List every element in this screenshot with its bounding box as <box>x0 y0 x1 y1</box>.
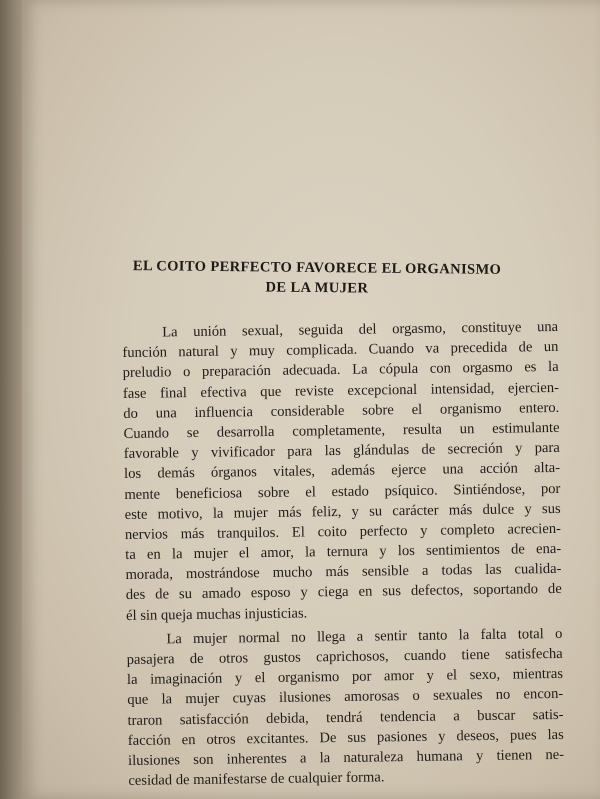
text-line: des de su amado esposo y ciega en sus defectos, soportando de <box>125 581 562 604</box>
text-line: los demás órganos vitales, además ejerce una acción alta- <box>124 460 561 483</box>
text-line: La unión sexual, seguida del orgasmo, constituye una <box>162 318 559 341</box>
text-line: Cuando se desarrolla completamente, resulta un estimulante <box>123 419 560 442</box>
body-text <box>122 317 564 791</box>
text-line: función natural y muy complicada. Cuando va precedida de un <box>122 339 559 362</box>
text-line: mente beneficiosa sobre el estado psíquico. Sintiéndose, por <box>124 480 561 503</box>
chapter-title <box>117 256 517 300</box>
text-line: morada, mostrándose mucho más sensible a todas las cualida- <box>125 561 562 584</box>
text-line: do una influencia considerable sobre el organismo entero. <box>123 399 560 422</box>
text-line: ta en la mujer el amor, la ternura y los sentimientos de ena- <box>125 540 562 564</box>
text-line: que la mujer cuyas ilusiones amorosas o sexuales no encon- <box>127 686 564 709</box>
text-line: cesidad de manifestarse de cualquier forma. <box>128 769 385 790</box>
paragraph-1 <box>122 317 562 626</box>
chapter-title-line-2: DE LA MUJER <box>265 279 369 297</box>
paragraph-2 <box>126 624 564 792</box>
text-line: este motivo, la mujer más feliz, y su carácter más dulce y sus <box>124 500 561 523</box>
text-line: facción en otros excitantes. De sus pasiones y deseos, pues las <box>127 726 564 749</box>
text-line: él sin queja muchas injusticias. <box>125 605 308 624</box>
text-line: nervios más tranquilos. El coito perfecto y completo acrecien- <box>124 520 562 543</box>
text-line: favorable y vivificador para las glándulas de secreción y para <box>123 440 560 463</box>
text-line: la imaginación y el organismo por amor y el sexo, mientras <box>126 666 564 689</box>
chapter-title-line-1: EL COITO PERFECTO FAVORECE EL ORGANISMO <box>132 258 502 278</box>
text-line: La mujer normal no llega a sentir tanto la falta total o <box>166 625 563 648</box>
text-line: preludio o preparación adecuada. La cópula con orgasmo es la <box>122 359 559 382</box>
text-line: traron satisfacción debida, tendrá tendencia a buscar satis- <box>127 706 564 729</box>
page-edge-shadow <box>0 0 22 799</box>
text-line: ilusiones son inherentes a la naturaleza humana y tienen ne- <box>128 746 565 769</box>
text-line: fase final efectiva que reviste excepcional intensidad, ejercien- <box>122 379 560 402</box>
text-line: pasajera de otros gustos caprichosos, cuando tiene satisfecha <box>126 645 563 668</box>
book-page <box>22 0 600 799</box>
